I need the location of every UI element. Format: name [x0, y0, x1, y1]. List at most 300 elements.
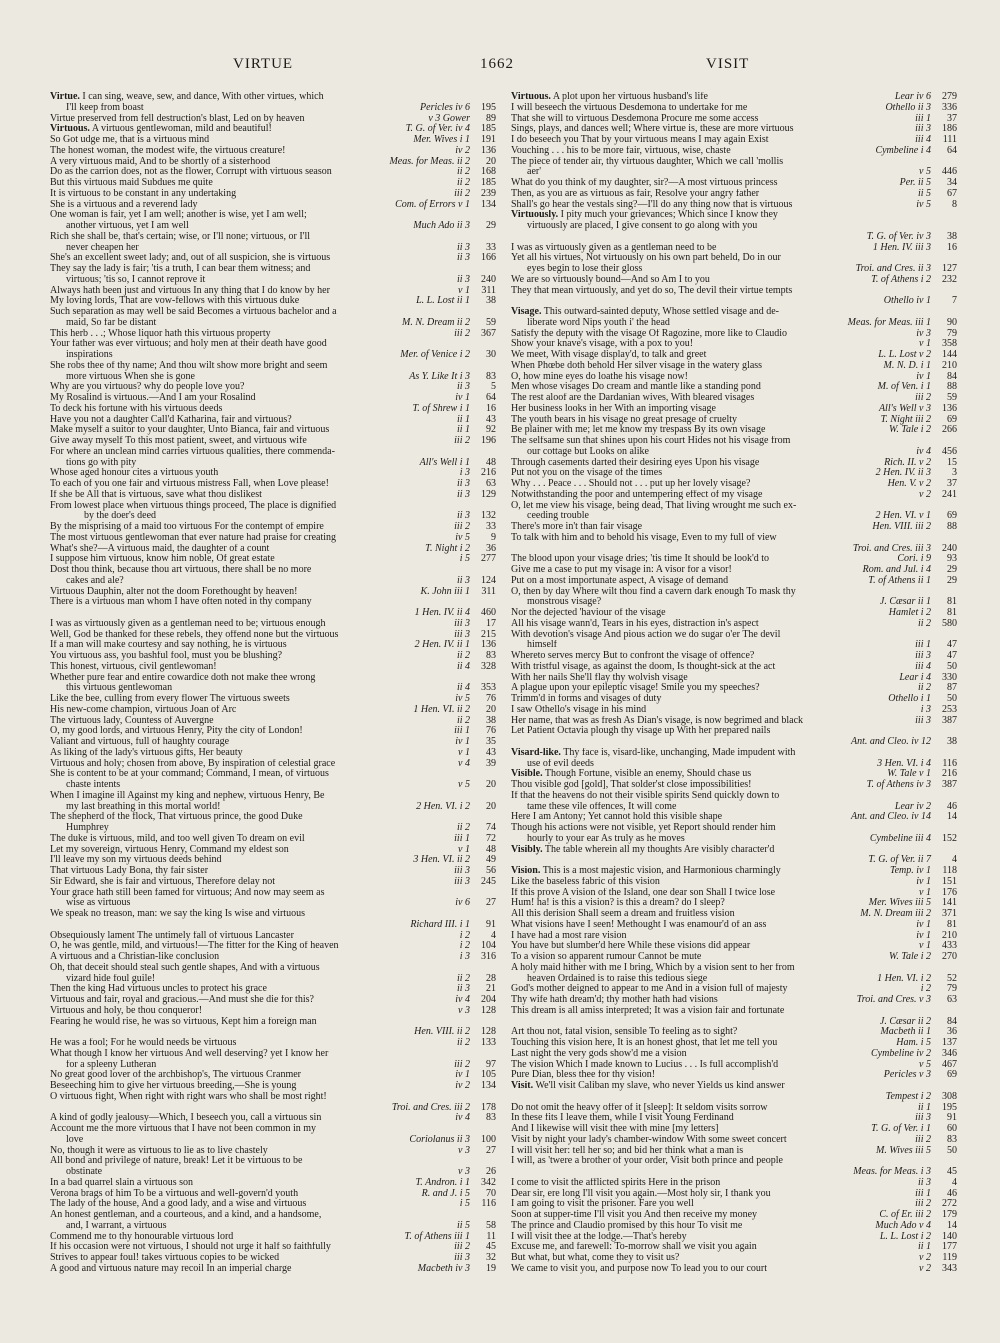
quotation: love: [66, 1134, 84, 1145]
play-reference: i 5: [459, 553, 470, 565]
entry-line: [511, 232, 957, 243]
line-number: 9: [491, 531, 496, 543]
line-number: 119: [942, 1252, 957, 1263]
play-reference: Lear i 4: [899, 671, 931, 683]
quotation: A very virtuous maid, And to be shortly of a sisterhood: [50, 156, 271, 167]
quotation-text: [50, 329, 450, 340]
play-reference: iv 1: [455, 736, 470, 747]
entry-line: [50, 898, 496, 909]
entry-line: [50, 877, 496, 888]
line-number: 60: [947, 1123, 957, 1134]
entry-line: [511, 1070, 957, 1081]
quotation-text: [511, 361, 880, 372]
play-reference: ii 1: [917, 1241, 931, 1253]
entry-line: [50, 726, 496, 737]
play-reference: Much Ado ii 3: [413, 220, 470, 231]
line-number: 47: [947, 639, 957, 651]
entry-line: [50, 802, 496, 813]
quotation: When Phœbe doth behold Her silver visage in the watery glass: [511, 360, 763, 371]
line-number: 166: [481, 252, 496, 264]
quotation-text: [50, 189, 450, 200]
line-number: 100: [481, 1133, 496, 1145]
headword: Visibly.: [511, 844, 543, 855]
entry-line: [511, 167, 957, 178]
line-number: 311: [481, 284, 496, 296]
quotation: The blood upon your visage dries; 'tis time It should be look'd to: [511, 554, 770, 565]
quotation-text: [511, 447, 912, 458]
quotation: tions go with pity: [66, 457, 137, 468]
entry-line: [511, 974, 957, 985]
line-number: 105: [481, 1069, 496, 1081]
entry-line: [511, 1124, 957, 1135]
quotation: One woman is fair, yet I am well; another is wise, yet I am well;: [50, 210, 307, 221]
line-number: 15: [947, 456, 957, 468]
entry-line: [511, 737, 957, 748]
entry-line: [511, 812, 957, 823]
entry-line: [511, 178, 957, 189]
page-header: [0, 56, 1000, 78]
line-number: 48: [486, 843, 496, 855]
entry-line: [50, 479, 496, 490]
play-reference: i 2: [920, 983, 931, 995]
entry-line: [50, 769, 496, 780]
quotation: A plague upon your epileptic visage! Smile you my speeches?: [511, 683, 760, 694]
quotation-text: [50, 296, 412, 307]
entry-line: [50, 1049, 496, 1060]
quotation: What visions have I seen! Methought I was enamour'd of an ass: [511, 919, 767, 930]
quotation: The selfsame sun that shines upon his court Hides not his visage from: [511, 436, 791, 446]
line-number: 118: [942, 865, 957, 876]
left-column: [50, 92, 496, 1340]
quotation-text: [50, 769, 466, 780]
quotation: If this prove A vision of the Island, one dear son Shall I twice lose: [511, 887, 776, 898]
quotation: Hum! ha! is this a vision? is this a dream? do I sleep?: [511, 898, 725, 909]
line-number: 17: [486, 617, 496, 629]
play-reference: ii 4: [456, 660, 470, 672]
quotation-text: [50, 275, 453, 286]
quotation-text: [50, 210, 466, 221]
quotation: never cheapen her: [66, 242, 139, 253]
play-reference: Lear iv 2: [894, 800, 931, 812]
play-reference: T. Night i 2: [425, 542, 470, 554]
line-number: 210: [942, 929, 957, 941]
entry-line: [511, 834, 957, 845]
quotation-text: [50, 952, 456, 963]
quotation-text: [50, 1167, 454, 1178]
line-number: 29: [486, 220, 496, 231]
entry-line: [511, 705, 957, 716]
line-number: 279: [942, 92, 957, 102]
quotation: virtuous; 'tis so, I cannot reprove it: [66, 274, 206, 285]
quotation: I saw Othello's visage in his mind: [511, 704, 647, 715]
line-number: 387: [942, 714, 957, 726]
play-reference: iv 5: [455, 531, 470, 543]
line-number: 16: [486, 402, 496, 414]
line-number: 358: [942, 338, 957, 350]
quotation-text: [511, 1189, 911, 1200]
entry-line: [50, 329, 496, 340]
play-reference: 3 Hen. VI. i 4: [877, 757, 931, 769]
entry-line: [511, 1103, 957, 1114]
entry-line: [511, 920, 957, 931]
line-number: 58: [486, 1219, 496, 1231]
play-reference: ii 2: [917, 682, 931, 694]
play-reference: Pericles v 3: [883, 1069, 931, 1081]
quotation: Have you not a daughter Call'd Katharina, fair and virtuous?: [50, 414, 292, 425]
entry-line: [50, 404, 496, 415]
entry-line: [511, 909, 957, 920]
play-reference: ii 1: [917, 1101, 931, 1113]
line-number: 11: [486, 1230, 496, 1242]
entry-line: [511, 619, 957, 630]
quotation-text: [511, 759, 873, 770]
line-number: 36: [947, 1026, 957, 1038]
quotation: The virtuous lady, Countess of Auvergne: [50, 715, 214, 726]
entry-line: [511, 436, 957, 447]
play-reference: Rom. and Jul. i 4: [862, 564, 931, 575]
quotation: That virtuous Lady Bona, thy fair sister: [50, 866, 209, 876]
quotation-text: [511, 823, 927, 834]
entry-line: [50, 619, 496, 630]
quotation: To a vision so apparent rumour Cannot be mute: [511, 952, 702, 962]
play-reference: Troi. and Cres. iii 3: [852, 542, 931, 554]
quotation: We are so virtuously bound—And so Am I to you: [511, 274, 710, 285]
entry-line: [50, 952, 496, 963]
quotation-text: [511, 501, 927, 512]
quotation-text: [511, 275, 867, 286]
play-reference: Rich. II. v 2: [884, 456, 931, 468]
entry-line: [50, 264, 496, 275]
line-number: 97: [486, 1058, 496, 1070]
line-number: 446: [942, 166, 957, 178]
entry-line: [50, 1038, 496, 1049]
play-reference: Troi. and Cres. ii 3: [855, 263, 931, 274]
quotation: O virtuous fight, When right with right wars who shall be most right!: [50, 1091, 327, 1102]
quotation: Obsequiously lament The untimely fall of virtuous Lancaster: [50, 930, 294, 941]
quotation: Like the bee, culling from every flower The virtuous sweets: [50, 694, 290, 704]
entry-line: [50, 1081, 496, 1092]
play-reference: iii 4: [915, 134, 931, 145]
play-reference: Mer. Wives iii 5: [868, 897, 931, 909]
entry-line: [50, 1027, 496, 1038]
line-number: 83: [486, 370, 496, 382]
play-reference: 1 Hen. VI. i 2: [877, 972, 931, 984]
play-reference: J. Cæsar ii 2: [879, 1015, 931, 1027]
entry-line: [50, 705, 496, 716]
quotation: I do beseech you That by your virtuous means I may again Exist: [511, 135, 769, 145]
entry-line: [50, 1070, 496, 1081]
headword: Virtuous.: [511, 92, 551, 102]
line-number: 70: [486, 1187, 496, 1199]
play-reference: Hen. V. v 2: [887, 478, 931, 489]
line-number: 83: [486, 650, 496, 661]
line-number: 128: [481, 1026, 496, 1038]
line-number: 93: [947, 553, 957, 565]
play-reference: L. L. Lost i 2: [879, 1230, 931, 1242]
play-reference: T. Andron. i 1: [415, 1176, 470, 1188]
quotation: Put not you on the visage of the times: [511, 468, 663, 479]
quotation-text: [50, 479, 453, 490]
play-reference: v 3 Gower: [428, 112, 470, 124]
line-number: 467: [942, 1058, 957, 1070]
play-reference: ii 3: [456, 488, 470, 500]
quotation: Dear sir, ere long I'll visit you again.—Most holy sir, I thank you: [511, 1188, 771, 1199]
line-number: 456: [942, 445, 957, 457]
quotation-text: [50, 791, 466, 802]
line-number: 116: [942, 757, 957, 769]
quotation: Fearing he would rise, he was so virtuous, Kept him a foreign man: [50, 1016, 317, 1027]
play-reference: Temp. iv 1: [889, 865, 931, 876]
play-reference: Hamlet i 2: [888, 607, 931, 618]
entry-line: [50, 866, 496, 877]
play-reference: i 5: [459, 1198, 470, 1210]
quotation: We'll visit Caliban my slave, who never Yields us kind answer: [535, 1081, 785, 1091]
line-number: 28: [486, 972, 496, 984]
line-number: 129: [481, 488, 496, 500]
quotation-text: [50, 716, 453, 727]
quotation-text: [50, 995, 451, 1006]
quotation-text: [50, 501, 466, 512]
line-number: 47: [947, 650, 957, 661]
quotation-text: [511, 350, 874, 361]
play-reference: v 1: [919, 338, 931, 350]
headword: Visage.: [511, 307, 542, 317]
entry-line: [511, 544, 957, 555]
quotation-text: [50, 232, 466, 243]
line-number: 46: [947, 800, 957, 812]
quotation-text: [50, 1049, 466, 1060]
line-number: 136: [481, 639, 496, 651]
quotation-text: [50, 533, 451, 544]
play-reference: K. John iii 1: [420, 585, 470, 597]
quotation: Yet all his virtues, Not virtuously on his own part beheld, Do in our: [511, 253, 781, 264]
entry-line: [50, 511, 496, 522]
entry-line: [511, 931, 957, 942]
line-number: 33: [486, 241, 496, 253]
quotation-text: [50, 243, 453, 254]
entry-line: [50, 1135, 496, 1146]
play-reference: iii 2: [454, 435, 470, 446]
entry-line: [50, 146, 496, 157]
play-reference: iii 3: [454, 875, 470, 887]
quotation-text: [511, 157, 927, 168]
play-reference: Cymbeline iii 4: [869, 832, 931, 844]
line-number: 46: [947, 1187, 957, 1199]
quotation-text: [511, 468, 872, 479]
quotation-text: [511, 866, 886, 877]
play-reference: iii 2: [915, 392, 931, 403]
line-number: 91: [486, 918, 496, 930]
quotation: She is a virtuous and a reverend lady: [50, 199, 198, 210]
quotation: With her nails She'll flay thy wolvish visage: [511, 672, 688, 683]
entry-line: [511, 608, 957, 619]
quotation-text: [50, 286, 454, 297]
line-number: 63: [947, 994, 957, 1005]
quotation-text: [50, 146, 451, 157]
play-reference: iii 2: [454, 1241, 470, 1253]
quotation: virtuously are placed, I give consent to go along with you: [527, 221, 758, 231]
quotation-text: [511, 1049, 867, 1060]
quotation-text: [50, 404, 408, 415]
quotation-text: [511, 1199, 911, 1210]
quotation: use of evil deeds: [527, 758, 594, 769]
quotation: inspirations: [66, 350, 113, 360]
entry-line: [50, 382, 496, 393]
line-number: 185: [481, 123, 496, 135]
line-number: 50: [947, 660, 957, 672]
play-reference: iv 1: [916, 929, 931, 941]
quotation-text: [50, 200, 391, 211]
play-reference: 1 Hen. VI. ii 2: [413, 703, 470, 715]
quotation-text: [50, 683, 453, 694]
entry-line: [50, 759, 496, 770]
line-number: 186: [942, 123, 957, 135]
quotation-text: [50, 221, 409, 232]
quotation: Such separation as may well be said Becomes a virtuous bachelor and a: [50, 307, 337, 317]
play-reference: v 2: [919, 1252, 931, 1263]
quotation: for a spleeny Lutheran: [66, 1059, 157, 1070]
entry-line: [50, 780, 496, 791]
quotation-text: [511, 587, 927, 598]
entry-line: [511, 694, 957, 705]
quotation-text: [50, 415, 453, 426]
entry-line: [511, 791, 957, 802]
line-number: 81: [947, 607, 957, 618]
quotation: Do not omit the heavy offer of it [sleep]: It seldom visits sorrow: [511, 1102, 768, 1113]
line-number: 43: [486, 413, 496, 425]
quotation: O, he was gentle, mild, and virtuous!—The fitter for the King of heaven: [50, 941, 339, 952]
play-reference: ii 2: [456, 166, 470, 178]
quotation-text: [50, 780, 454, 791]
quotation-text: [50, 737, 451, 748]
entry-line: [50, 1103, 496, 1114]
quotation-text: [50, 554, 456, 565]
play-reference: iv 1: [916, 918, 931, 930]
play-reference: Othello iv 1: [883, 295, 931, 307]
line-number: 133: [481, 1037, 496, 1048]
quotation: Let Patient Octavia plough thy visage up With her prepared nails: [511, 726, 771, 737]
entry-line: [511, 1264, 957, 1275]
line-number: 63: [486, 478, 496, 489]
quotation-text: [511, 1038, 892, 1049]
quotation-text: [511, 210, 927, 221]
line-number: 216: [942, 768, 957, 780]
play-reference: iv 5: [455, 693, 470, 704]
quotation-text: [50, 1092, 466, 1103]
play-reference: iii 3: [915, 123, 931, 135]
entry-line: [50, 1146, 496, 1157]
play-reference: iii 3: [454, 1252, 470, 1263]
quotation: liberate word Nips youth i' the head: [527, 317, 670, 328]
quotation-text: [511, 769, 883, 780]
line-number: 92: [486, 424, 496, 436]
entry-line: [511, 1092, 957, 1103]
play-reference: ii 3: [456, 381, 470, 393]
line-number: 35: [486, 736, 496, 747]
headword: Visard-like.: [511, 747, 561, 758]
quotation-text: [511, 1242, 914, 1253]
quotation: If she be All that is virtuous, save what thou dislikest: [50, 489, 262, 500]
play-reference: Macbeth ii 1: [880, 1026, 931, 1038]
quotation: Let my sovereign, virtuous Henry, Command my eldest son: [50, 844, 289, 855]
quotation-text: [511, 533, 927, 544]
quotation-text: [511, 780, 863, 791]
line-number: 316: [481, 951, 496, 962]
quotation-text: [511, 167, 915, 178]
quotation: With devotion's visage And pious action we do sugar o'er The devil: [511, 629, 781, 640]
play-reference: v 3: [458, 1004, 470, 1016]
quotation: Though his actions were not visible, yet Report should render him: [511, 823, 776, 833]
quotation-text: [50, 522, 450, 533]
quotation-text: [50, 759, 454, 770]
quotation: Sings, plays, and dances well; Where virtue is, these are more virtuous: [511, 124, 794, 135]
quotation-text: [50, 447, 466, 458]
quotation-text: [50, 436, 450, 447]
quotation: Be plainer with me; let me know my trespass By its own visage: [511, 425, 766, 436]
line-number: 20: [486, 779, 496, 790]
quotation-text: [511, 511, 871, 522]
play-reference: ii 2: [917, 617, 931, 629]
line-number: 367: [481, 327, 496, 339]
play-reference: 1 Hen. IV. ii 4: [414, 607, 470, 618]
headword: Visible.: [511, 769, 543, 780]
quotation-text: [50, 748, 454, 759]
entry-line: [511, 576, 957, 587]
entry-line: [50, 716, 496, 727]
play-reference: M. N. D. i 1: [883, 359, 931, 371]
quotation-text: [50, 372, 405, 383]
headword: Virtue.: [50, 92, 80, 102]
play-reference: 2 Hen. VI. v 1: [875, 510, 931, 522]
entry-line: [50, 683, 496, 694]
line-number: 308: [942, 1090, 957, 1102]
play-reference: iv 1: [916, 370, 931, 382]
quotation: That she will to virtuous Desdemona Procure me some access: [511, 113, 759, 124]
entry-line: [50, 587, 496, 598]
line-number: 140: [942, 1230, 957, 1242]
line-number: 134: [481, 198, 496, 210]
quotation-text: [511, 382, 874, 393]
quotation-text: [511, 436, 927, 447]
quotation-text: [511, 1070, 880, 1081]
quotation-text: [511, 1221, 871, 1232]
line-number: 59: [947, 392, 957, 403]
play-reference: Ant. and Cleo. iv 12: [851, 736, 931, 747]
play-reference: ii 2: [456, 822, 470, 833]
quotation: Always hath been just and virtuous In any thing that I do know by her: [50, 285, 330, 296]
play-reference: T. of Athens iii 1: [404, 1230, 470, 1242]
line-number: 272: [942, 1198, 957, 1210]
play-reference: 2 Hen. IV. ii 3: [875, 467, 931, 479]
play-reference: iv 1: [455, 1069, 470, 1081]
entry-line: [50, 275, 496, 286]
entry-line: [50, 501, 496, 512]
line-number: 4: [491, 929, 496, 941]
quotation: O, let me view his visage, being dead, That living wrought me such ex-: [511, 500, 797, 511]
line-number: 39: [486, 757, 496, 769]
play-reference: iii 3: [915, 650, 931, 661]
quotation-text: [50, 167, 453, 178]
quotation: Thy wife hath dream'd; thy mother hath had visions: [511, 995, 718, 1005]
quotation: Virtuous and fair, royal and gracious.—And must she die for this?: [50, 995, 314, 1005]
quotation: Give away myself To this most patient, sweet, and virtuous wife: [50, 436, 307, 446]
play-reference: iv 4: [916, 445, 931, 457]
quotation-text: [50, 318, 398, 329]
entry-line: [511, 1242, 957, 1253]
quotation: I'll keep from boast: [66, 102, 144, 113]
line-number: 141: [942, 897, 957, 909]
header-left-word: VIRTUE: [233, 56, 294, 72]
